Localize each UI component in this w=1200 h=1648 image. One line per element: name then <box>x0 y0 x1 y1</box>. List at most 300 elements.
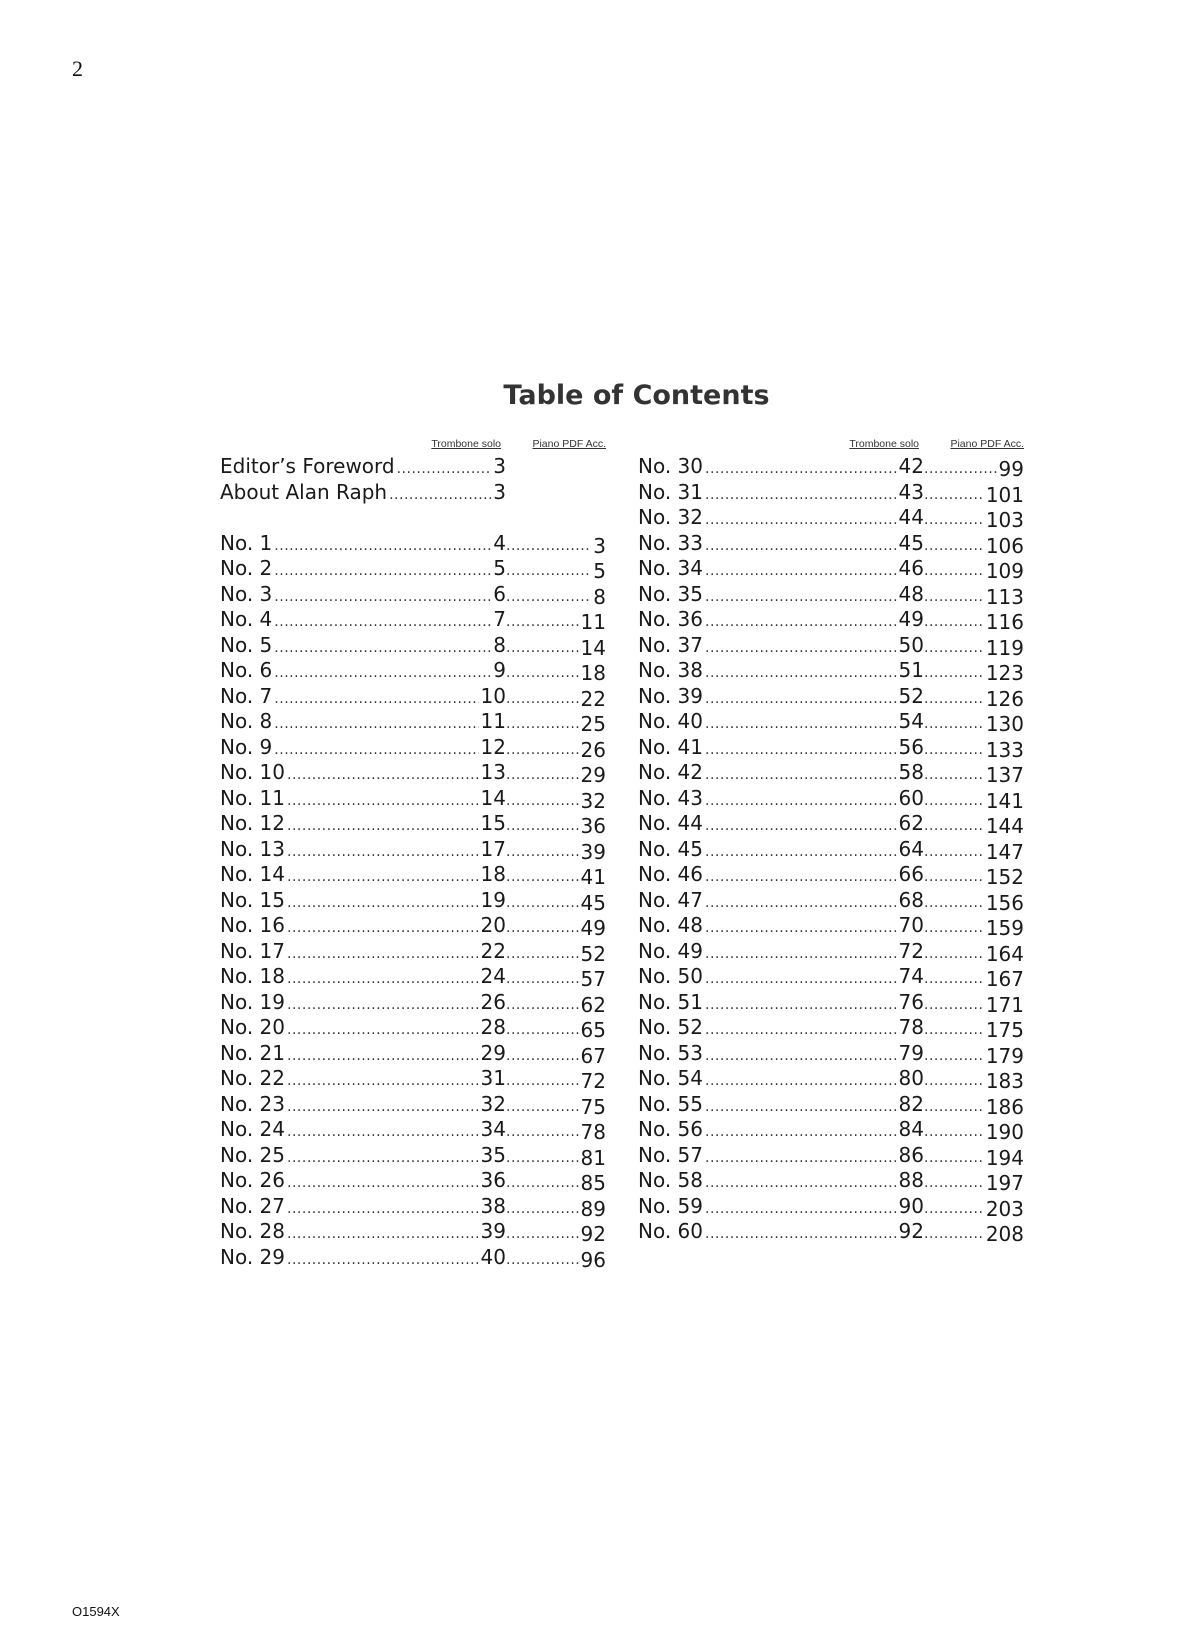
dot-leader <box>506 942 579 968</box>
dot-leader <box>705 1171 897 1197</box>
entry-piano-group <box>924 1069 1024 1095</box>
dot-leader <box>924 1222 984 1248</box>
entry-solo-page: 3 <box>493 454 506 478</box>
entry-piano-group <box>924 891 1024 917</box>
dot-leader <box>506 763 579 789</box>
dot-leader <box>506 967 579 993</box>
toc-entry <box>220 964 606 990</box>
entry-piano-group <box>506 1248 606 1274</box>
entry-piano-group <box>924 1044 1024 1070</box>
toc-entry <box>220 1066 606 1092</box>
entry-solo-page: 9 <box>493 658 506 682</box>
dot-leader <box>924 891 984 917</box>
entry-label: No. 34 <box>638 556 704 580</box>
dot-leader <box>924 840 984 866</box>
entry-piano-group <box>506 1095 606 1121</box>
toc-entry <box>638 1194 1024 1220</box>
entry-label: No. 27 <box>220 1193 286 1218</box>
entry-solo-page: 20 <box>480 913 506 937</box>
entry-solo-page: 86 <box>898 1142 924 1167</box>
entry-piano-page: 85 <box>580 1171 606 1195</box>
entry-piano-page: 164 <box>985 941 1024 966</box>
entry-piano-page: 152 <box>985 865 1024 889</box>
dot-leader <box>705 534 897 560</box>
header-piano-acc: Piano PDF Acc. <box>532 438 606 450</box>
entry-label: No. 51 <box>638 989 704 1014</box>
entry-piano-page: 8 <box>593 584 606 609</box>
dot-leader <box>506 891 579 917</box>
dot-leader <box>705 585 897 611</box>
toc-entry <box>220 811 606 837</box>
entry-piano-page: 133 <box>985 737 1024 762</box>
dot-leader <box>287 1146 479 1172</box>
dot-leader <box>506 687 579 713</box>
entry-piano-page: 130 <box>985 712 1024 736</box>
dot-leader <box>705 559 897 585</box>
dot-leader <box>924 1197 984 1223</box>
entry-piano-group <box>924 585 1024 611</box>
entry-label: No. 22 <box>220 1066 286 1090</box>
entry-piano-page: 72 <box>580 1069 606 1093</box>
entry-piano-group <box>924 610 1024 636</box>
entry-piano-group <box>506 738 606 764</box>
dot-leader <box>705 1069 897 1095</box>
dot-leader <box>705 1044 897 1070</box>
entry-piano-group <box>506 1146 606 1172</box>
dot-leader <box>287 840 479 866</box>
entry-solo-page: 60 <box>898 785 924 810</box>
dot-leader <box>924 534 984 560</box>
entry-piano-page: 167 <box>985 967 1024 991</box>
page-number: 2 <box>72 56 83 81</box>
entry-piano-page: 81 <box>580 1145 606 1170</box>
entry-solo-page: 5 <box>493 556 506 580</box>
dot-leader <box>705 942 897 968</box>
entry-label: No. 20 <box>220 1015 286 1039</box>
entry-solo-page: 66 <box>898 862 924 886</box>
entry-piano-group <box>506 865 606 891</box>
dot-leader <box>705 1120 897 1146</box>
entry-label: No. 2 <box>220 556 273 580</box>
entry-label: No. 12 <box>220 811 286 835</box>
entry-piano-group <box>924 916 1024 942</box>
toc-entry <box>220 1245 606 1271</box>
entry-solo-page: 12 <box>480 734 506 759</box>
entry-solo-page: 56 <box>898 734 924 759</box>
entry-solo-page: 54 <box>898 709 924 733</box>
toc-entry <box>220 1168 606 1194</box>
entry-piano-group <box>506 993 606 1019</box>
entry-solo-page: 80 <box>898 1066 924 1090</box>
entry-piano-group <box>924 1197 1024 1223</box>
entry-label: No. 48 <box>638 913 704 937</box>
toc-entry <box>220 1219 606 1245</box>
dot-leader <box>274 636 491 662</box>
toc-entry <box>638 531 1024 557</box>
entry-piano-page: 65 <box>580 1018 606 1042</box>
toc-entry <box>638 837 1024 863</box>
entry-piano-group <box>506 840 606 866</box>
toc-entry <box>638 1143 1024 1169</box>
dot-leader <box>274 712 478 738</box>
entry-label: No. 55 <box>638 1091 704 1116</box>
entry-solo-page: 3 <box>493 479 506 504</box>
entry-piano-group <box>506 1044 606 1070</box>
dot-leader <box>705 1146 897 1172</box>
entry-solo-page: 64 <box>898 836 924 861</box>
entry-label: No. 38 <box>638 658 704 682</box>
toc-entry <box>638 1168 1024 1194</box>
entry-solo-page: 40 <box>480 1244 506 1269</box>
toc-entry <box>220 760 606 786</box>
toc-entry <box>220 633 606 659</box>
dot-leader <box>274 534 491 560</box>
entry-label: No. 25 <box>220 1142 286 1167</box>
entry-piano-page: 14 <box>580 635 606 660</box>
entry-solo-page: 36 <box>480 1168 506 1192</box>
toc-entry <box>638 684 1024 710</box>
dot-leader <box>705 789 897 815</box>
toc-entry <box>220 1092 606 1118</box>
entry-solo-page: 44 <box>898 505 924 529</box>
toc-entry <box>638 964 1024 990</box>
dot-leader <box>287 1171 479 1197</box>
entry-piano-page: 62 <box>580 992 606 1017</box>
entry-solo-page: 52 <box>898 683 924 708</box>
entry-label: No. 8 <box>220 709 273 733</box>
dot-leader <box>705 865 897 891</box>
toc-entry <box>638 582 1024 608</box>
entry-piano-page: 137 <box>985 763 1024 787</box>
dot-leader <box>274 661 491 687</box>
entry-solo-page: 84 <box>898 1117 924 1141</box>
dot-leader <box>287 1095 479 1121</box>
dot-leader <box>924 916 984 942</box>
entry-piano-page: 203 <box>985 1196 1024 1221</box>
entry-label: Editor’s Foreword <box>220 454 395 478</box>
entry-piano-page: 144 <box>985 814 1024 838</box>
dot-leader <box>287 1069 479 1095</box>
entry-solo-page: 24 <box>480 964 506 988</box>
entry-label: No. 49 <box>638 938 704 963</box>
dot-leader <box>705 891 897 917</box>
entry-label: No. 33 <box>638 530 704 555</box>
dot-leader <box>705 840 897 866</box>
dot-leader <box>287 789 479 815</box>
entry-solo-page: 72 <box>898 938 924 963</box>
entry-label: No. 30 <box>638 454 704 478</box>
entry-label: No. 18 <box>220 964 286 988</box>
toc-entry <box>638 786 1024 812</box>
dot-leader <box>397 457 492 483</box>
entry-piano-group <box>924 712 1024 738</box>
dot-leader <box>287 942 479 968</box>
toc-entry <box>220 658 606 684</box>
dot-leader <box>506 1222 579 1248</box>
entry-solo-page: 19 <box>480 887 506 912</box>
toc-entry <box>638 990 1024 1016</box>
entry-solo-page: 39 <box>480 1219 506 1243</box>
entry-label: No. 5 <box>220 632 273 657</box>
entry-label: No. 13 <box>220 836 286 861</box>
entry-label: No. 36 <box>638 607 704 631</box>
entry-piano-page: 78 <box>580 1120 606 1144</box>
entry-label: No. 6 <box>220 658 273 682</box>
dot-leader <box>924 457 997 483</box>
dot-leader <box>506 840 579 866</box>
entry-solo-page: 88 <box>898 1168 924 1192</box>
dot-leader <box>705 508 897 534</box>
dot-leader <box>506 1120 579 1146</box>
entry-piano-page: 52 <box>580 941 606 966</box>
dot-leader <box>506 636 579 662</box>
dot-leader <box>705 1095 897 1121</box>
entry-label: No. 46 <box>638 862 704 886</box>
entry-piano-group <box>506 1018 606 1044</box>
dot-leader <box>924 712 984 738</box>
dot-leader <box>287 763 479 789</box>
entry-piano-page: 159 <box>985 916 1024 940</box>
entry-piano-group <box>924 687 1024 713</box>
toc-list-right <box>638 454 1024 1245</box>
entry-piano-group <box>506 687 606 713</box>
toc-entry <box>220 990 606 1016</box>
entry-solo-page: 45 <box>898 530 924 555</box>
entry-piano-page: 106 <box>985 533 1024 558</box>
dot-leader <box>705 1222 897 1248</box>
entry-label: No. 57 <box>638 1142 704 1167</box>
entry-solo-page: 58 <box>898 760 924 784</box>
entry-piano-page: 18 <box>580 661 606 685</box>
entry-solo-page: 90 <box>898 1193 924 1218</box>
entry-piano-group <box>506 585 606 611</box>
entry-label: No. 42 <box>638 760 704 784</box>
entry-piano-group <box>924 993 1024 1019</box>
entry-label: No. 52 <box>638 1015 704 1039</box>
entry-piano-page: 25 <box>580 712 606 736</box>
entry-label: No. 37 <box>638 632 704 657</box>
entry-solo-page: 46 <box>898 556 924 580</box>
entry-piano-group <box>506 559 606 585</box>
header-trombone-solo: Trombone solo <box>849 438 919 450</box>
entry-piano-group <box>924 457 1024 483</box>
entry-piano-group <box>924 534 1024 560</box>
toc-entry <box>220 454 606 480</box>
entry-solo-page: 68 <box>898 887 924 912</box>
toc-entry <box>220 786 606 812</box>
entry-label: No. 44 <box>638 811 704 835</box>
entry-piano-page: 113 <box>985 584 1024 609</box>
dot-leader <box>924 763 984 789</box>
entry-label: No. 53 <box>638 1040 704 1065</box>
entry-piano-page: 116 <box>985 610 1024 634</box>
toc-entry <box>220 480 606 506</box>
dot-leader <box>705 967 897 993</box>
entry-solo-page: 62 <box>898 811 924 835</box>
dot-leader <box>924 738 984 764</box>
toc-entry <box>638 607 1024 633</box>
toc-entry <box>220 862 606 888</box>
entry-piano-page: 92 <box>580 1222 606 1246</box>
column-headers <box>220 434 606 454</box>
entry-label: No. 39 <box>638 683 704 708</box>
entry-label: No. 35 <box>638 581 704 606</box>
entry-solo-page: 26 <box>480 989 506 1014</box>
entry-piano-page: 171 <box>985 992 1024 1017</box>
toc-entry <box>220 888 606 914</box>
dot-leader <box>924 1171 984 1197</box>
entry-solo-page: 31 <box>480 1066 506 1090</box>
entry-label: No. 21 <box>220 1040 286 1065</box>
dot-leader <box>924 585 984 611</box>
header-piano-acc: Piano PDF Acc. <box>950 438 1024 450</box>
toc-entry <box>638 862 1024 888</box>
entry-solo-page: 18 <box>480 862 506 886</box>
entry-solo-page: 78 <box>898 1015 924 1039</box>
dot-leader <box>705 661 897 687</box>
dot-leader <box>389 483 491 509</box>
toc-entry <box>638 939 1024 965</box>
dot-leader <box>705 636 897 662</box>
entry-piano-group <box>924 636 1024 662</box>
toc-entry <box>220 582 606 608</box>
dot-leader <box>287 916 479 942</box>
toc-entry <box>638 633 1024 659</box>
dot-leader <box>705 1018 897 1044</box>
toc-entry <box>220 939 606 965</box>
entry-label: No. 9 <box>220 734 273 759</box>
toc-entry <box>220 1041 606 1067</box>
page-title: Table of Contents <box>503 380 770 411</box>
entry-piano-page: 208 <box>985 1222 1024 1246</box>
dot-leader <box>506 789 579 815</box>
entry-solo-page: 76 <box>898 989 924 1014</box>
entry-solo-page: 34 <box>480 1117 506 1141</box>
entry-piano-page: 45 <box>580 890 606 915</box>
dot-leader <box>506 1248 579 1274</box>
entry-piano-page: 190 <box>985 1120 1024 1144</box>
entry-solo-page: 38 <box>480 1193 506 1218</box>
entry-piano-group <box>506 763 606 789</box>
entry-piano-group <box>924 483 1024 509</box>
dot-leader <box>287 865 479 891</box>
toc-column-right <box>638 434 1024 1245</box>
entry-piano-page: 26 <box>580 737 606 762</box>
entry-solo-page: 50 <box>898 632 924 657</box>
entry-piano-group <box>924 814 1024 840</box>
entry-piano-page: 22 <box>580 686 606 711</box>
dot-leader <box>506 1069 579 1095</box>
spacer <box>220 505 606 531</box>
bleed-through-shadow <box>640 130 1200 131</box>
entry-label: No. 11 <box>220 785 286 810</box>
dot-leader <box>274 585 491 611</box>
entry-piano-group <box>506 789 606 815</box>
entry-piano-group <box>506 891 606 917</box>
entry-piano-group <box>506 967 606 993</box>
toc-entry <box>638 505 1024 531</box>
entry-piano-page: 5 <box>593 559 606 583</box>
entry-piano-page: 67 <box>580 1043 606 1068</box>
entry-label: No. 58 <box>638 1168 704 1192</box>
toc-entry <box>638 913 1024 939</box>
entry-piano-page: 126 <box>985 686 1024 711</box>
entry-solo-page: 11 <box>480 709 506 733</box>
entry-piano-group <box>924 1222 1024 1248</box>
entry-label: No. 15 <box>220 887 286 912</box>
entry-piano-page: 36 <box>580 814 606 838</box>
toc-entry <box>220 531 606 557</box>
entry-piano-group <box>924 508 1024 534</box>
dot-leader <box>506 661 579 687</box>
dot-leader <box>924 789 984 815</box>
entry-piano-page: 103 <box>985 508 1024 532</box>
toc-entry <box>220 735 606 761</box>
entry-solo-page: 32 <box>480 1091 506 1116</box>
entry-piano-group <box>506 1069 606 1095</box>
entry-piano-group <box>924 559 1024 585</box>
entry-solo-page: 35 <box>480 1142 506 1167</box>
dot-leader <box>924 1120 984 1146</box>
dot-leader <box>287 1248 479 1274</box>
entry-piano-group <box>506 661 606 687</box>
dot-leader <box>506 1146 579 1172</box>
dot-leader <box>924 559 984 585</box>
toc-entry <box>638 709 1024 735</box>
entry-label: No. 56 <box>638 1117 704 1141</box>
entry-label: No. 45 <box>638 836 704 861</box>
dot-leader <box>705 738 897 764</box>
entry-piano-page: 147 <box>985 839 1024 864</box>
entry-solo-page: 4 <box>493 530 506 555</box>
entry-solo-page: 8 <box>493 632 506 657</box>
entry-piano-group <box>506 1171 606 1197</box>
entry-solo-page: 92 <box>898 1219 924 1243</box>
dot-leader <box>705 763 897 789</box>
toc-entry <box>638 480 1024 506</box>
entry-piano-group <box>924 1171 1024 1197</box>
entry-label: About Alan Raph <box>220 479 388 504</box>
dot-leader <box>506 993 579 1019</box>
dot-leader <box>705 916 897 942</box>
toc-entry <box>638 1219 1024 1245</box>
dot-leader <box>924 993 984 1019</box>
entry-solo-page: 49 <box>898 607 924 631</box>
dot-leader <box>705 993 897 1019</box>
entry-piano-group <box>924 789 1024 815</box>
entry-label: No. 54 <box>638 1066 704 1090</box>
dot-leader <box>506 916 579 942</box>
entry-piano-page: 109 <box>985 559 1024 583</box>
dot-leader <box>506 712 579 738</box>
toc-entry <box>638 1117 1024 1143</box>
toc-entry <box>220 837 606 863</box>
dot-leader <box>924 483 984 509</box>
toc-list-left <box>220 531 606 1271</box>
entry-piano-page: 3 <box>593 533 606 558</box>
entry-solo-page: 82 <box>898 1091 924 1116</box>
toc-entry <box>220 556 606 582</box>
toc-entry <box>220 1117 606 1143</box>
dot-leader <box>924 865 984 891</box>
entry-label: No. 1 <box>220 530 273 555</box>
toc-entry <box>220 913 606 939</box>
entry-piano-page: 39 <box>580 839 606 864</box>
dot-leader <box>924 1095 984 1121</box>
entry-solo-page: 22 <box>480 938 506 963</box>
entry-label: No. 41 <box>638 734 704 759</box>
dot-leader <box>705 483 897 509</box>
